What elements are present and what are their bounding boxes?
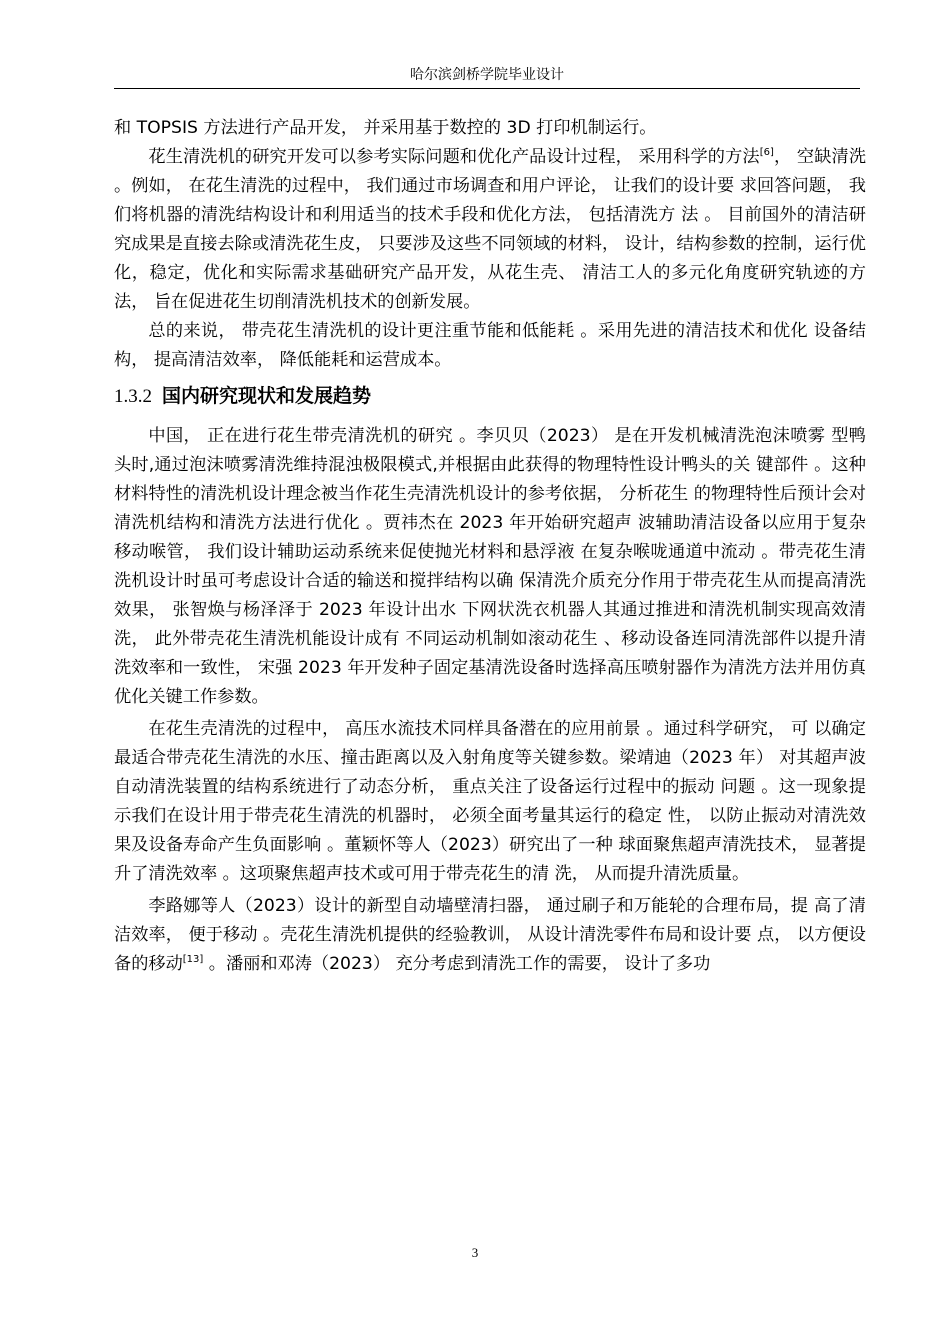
paragraph-cleaner-design [114,892,866,979]
section-heading [114,379,866,414]
page-number: 3 [471,1245,479,1260]
paragraph-foreign-research [114,143,866,317]
page-header: 哈尔滨剑桥学院毕业设计 [410,67,564,83]
citation: [6] [759,147,774,158]
paragraph-domestic-research: 中国， 正在进行花生带壳清洗机的研究 。李贝贝（2023） 是在开发机械清洗泡沫喷雾 型鸭头时,通过泡沫喷雾清洗维持混浊极限模式,并根据由此获得的物理特性设计鸭头的关 键部件 。这种材料特性的清洗机设计理念被当作花生壳清洗机设计的参考依据， 分析花生 的物理特性后预计会对清洗机结构和清洗方法进行优化 。贾祎杰在 2023 年开始研究超声 波辅助清洁设备以应用于复杂移动喉管， 我们设计辅助运动系统来促使抛光材料和悬浮液 在复杂喉咙通道中流动 。带壳花生清洗机设计时虽可考虑设计合适的输送和搅拌结构以确 保清洗介质充分作用于带壳花生从而提高清洗效果， 张智焕与杨泽泽于 2023 年设计出水 下网状洗衣机器人其通过推进和清洗机制实现高效清洗， 此外带壳花生清洗机能设计成有 不同运动机制如滚动花生 、移动设备连同清洗部件以提升清洗效率和一致性， 宋强 2023 年开发种子固定基清洗设备时选择高压喷射器作为清洗方法并用仿真优化关键工作参数。 [114,426,866,707]
header-rule [114,88,860,89]
section-number: 1.3.2 [114,386,152,407]
citation: [13] [182,954,204,965]
paragraph-text: 。潘丽和邓涛（2023） 充分考虑到清洗工作的需要， 设计了多功 [203,954,711,974]
document-body [114,114,866,979]
section-title: 国内研究现状和发展趋势 [162,385,372,407]
paragraph-high-pressure: 在花生壳清洗的过程中， 高压水流技术同样具备潜在的应用前景 。通过科学研究， 可 以确定最适合带壳花生清洗的水压、撞击距离以及入射角度等关键参数。梁靖迪（2023 年） 对其超声波自动清洗装置的结构系统进行了动态分析， 重点关注了设备运行过程中的振动 问题 。这一现象提示我们在设计用于带壳花生清洗的机器时， 必须全面考量其运行的稳定 性， 以防止振动对清洗效果及设备寿命产生负面影响 。董颖怀等人（2023）研究出了一种 球面聚焦超声清洗技术， 显著提升了清洗效率 。这项聚焦超声技术或可用于带壳花生的清 洗， 从而提升清洗质量。 [114,719,866,884]
paragraph-continuation: 和 TOPSIS 方法进行产品开发， 并采用基于数控的 3D 打印机制运行。 [114,118,657,138]
paragraph-summary: 总的来说， 带壳花生清洗机的设计更注重节能和低能耗 。采用先进的清洁技术和优化 设备结构， 提高清洁效率， 降低能耗和运营成本。 [114,321,866,370]
paragraph-text: 花生清洗机的研究开发可以参考实际问题和优化产品设计过程， 采用科学的方法 [148,147,760,167]
paragraph-text: ， 空缺清洗 。例如， 在花生清洗的过程中， 我们通过市场调查和用户评论， 让我们的设计要 求回答问题， 我们将机器的清洗结构设计和利用适当的技术手段和优化方法， 包括清洗方 法 。 目前国外的清洁研究成果是直接去除或清洗花生皮， 只要涉及这些不同领域的材料， 设计，结构参数的控制，运行优化，稳定，优化和实际需求基础研究产品开发，从花生壳、 清洁工人的多元化角度研究轨迹的方法， 旨在促进花生切削清洗机技术的创新发展。 [114,147,867,312]
paragraph-text: 李路娜等人（2023）设计的新型自动墙壁清扫器， 通过刷子和万能轮的合理布局，提 高了清洁效率， 便于移动 。壳花生清洗机提供的经验教训， 从设计清洗零件布局和设计要 点， 以方便设备的移动 [114,896,866,974]
